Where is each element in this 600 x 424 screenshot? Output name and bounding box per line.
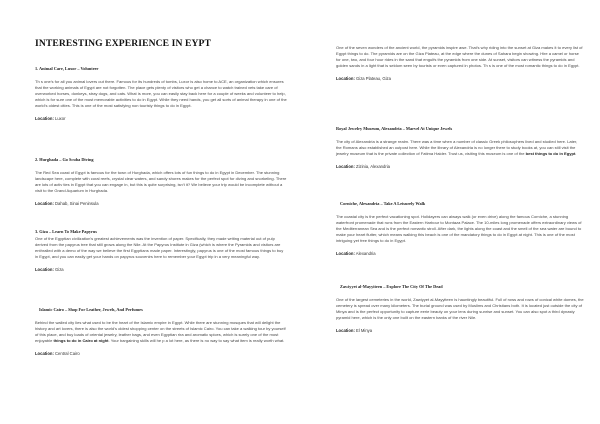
location-label: Location: [336, 164, 355, 170]
section-location [35, 267, 287, 272]
section-body: The coastal city is the perfect vacationing spot. Holidayers can always walk (or even drive) along the famous Corniche, a stunning waterfront promenade that runs from the Eastern Harbour to Montaza Palace. The 10-miles long promenade offers extraordinary views of the Mediterranean Sea and is the perfect romantic stroll. After dark, the lights along the coast and the smell of the sea water are bound to make your heart flutter, which means walking this beach is one of the mandatory things to do in Egypt at night. This is one of the most intriguing yet free things to do in Egypt. [336, 214, 582, 244]
section-corniche [336, 201, 584, 256]
section-islamic-cairo [35, 307, 287, 356]
location-value: Central Cairo [55, 351, 80, 357]
section-heading: Islamic Cairo – Shop For Leather, Jewels, And Perfumes [39, 307, 143, 312]
location-value: Giza [55, 267, 64, 273]
document-title: INTERESTING EXPERIENCE IN EYPT [35, 38, 211, 49]
section-heading: 2. Hurghada – Go Scuba Diving [35, 157, 94, 162]
location-label: Location: [35, 201, 54, 207]
section-animal-care [35, 66, 287, 121]
section-heading: Corniche, Alexandria – Take A Leisurely Walk [340, 201, 426, 206]
section-body: One of the seven wonders of the ancient world, the pyramids inspire awe. That's why riding into the sunset at Giza makes it to every list of Egypt things to do. The pyramids are on the Giza Plateau, at the edge where the dunes of Sahara begin showing. Hire a camel or horse for one, two, and four hour rides in the sand that engulfs the pyramids from one side. At sunset, visitors can witness the pyramids and golden sands in a light that is seldom seen by tourists or even captured in photos. Th s is one of the most romantic things to do in Egypt. [336, 45, 583, 69]
section-body: One of the largest cemeteries in the world, Zawiyyet al-Mayyiteen is hauntingly beautiful. Full of rows and rows of conical white domes, the cemetery is spread over many kilometers. The burial ground was used by Muslims and Christians both. It is located just outside the city of Minya and is the perfect opportunity to capture eerie beauty on your lens during sunrise and sunset. You can also spot a third dynasty pyramid here, which is the only one built on the eastern banks of the river Nile. [336, 297, 584, 321]
section-pyramids [336, 45, 584, 81]
section-body: One of the Egyptian civilization's greatest achievements was the invention of paper. Specifically, they made writing material out of pulp derived from the papyrus tree that still grows along the Nile. At the Papyrus Institute in Giza (which is where the Pyramids and visitors are enthralled with a demo of the way we believe the first Egyptians made paper. Interestingly, papyrus is one of the most famous things to buy in Egypt, and you can easily get your hands on papyrus souvenirs here to remember your Egypt trip in a very meaningful way. [35, 236, 284, 260]
location-value: Zizinia, Alexandria [356, 164, 390, 170]
location-label: Location: [336, 251, 355, 257]
section-location [336, 328, 584, 333]
section-city-of-the-dead [336, 284, 584, 333]
section-body: The Red Sea coast of Egypt is famous for the town of Hurghada, which offers lots of fun things to do in Egypt in December. The stunning landscape here, complete with coral reefs, crystal clear waters, and sandy shores makes for the perfect spot for diving and snorkeling. There are lots of activ ties in Egypt that you can engage in, but this is quite surprising, isn't it? We believe your trip would be incomplete without a visit to the Grand Aquarium in Hurghada. [35, 170, 287, 194]
section-location [35, 351, 287, 356]
section-location [336, 251, 584, 256]
location-label: Location: [336, 76, 355, 82]
location-label: Location: [35, 351, 54, 357]
section-body: The city of Alexandria is a strange realm. There was a time when a number of classic Greek philosophers lived and studied here. Later, the Romans also established an outpost here. While the library of Alexandria is no longer there to study books at, you can still visit the jewelry museum that is the private collection of Fatima Haider. Trust us, visiting this museum is one of the best things to do in Egypt. [336, 139, 578, 157]
section-location [35, 116, 287, 121]
section-location [35, 201, 287, 206]
location-value: Alexandria [355, 251, 376, 257]
location-value: Dahab, Sinai Peninsula [55, 201, 99, 207]
section-heading: 1. Animal Care, Luxor – Volunteer [35, 66, 99, 71]
location-label: Location: [35, 116, 54, 122]
location-value: Giza Plateau, Giza [356, 76, 391, 82]
section-body: Behind the walled city lies what used to be the heart of the Islamic empire in Egypt. While there are stunning mosques that will delight the history and art lovers, there is also the world's oldest shopping center on the streets of Islamic Cairo. You can take a walking tour by yourself of this place, and buy loads of oriental jewelry, leather bags, and even Egyptian rira and aromatic spices, which is surely one of the most enjoyable things to do in Cairo at night. Your bargaining skills will he p a lot here, as there is no way to say what item is really worth what. [35, 320, 286, 344]
location-label: Location: [336, 328, 355, 334]
location-value: Luxor [55, 116, 66, 122]
section-scuba-diving [35, 157, 287, 206]
section-jewelry-museum [336, 126, 584, 169]
section-location [336, 76, 584, 81]
section-heading: Royal Jewelry Museum, Alexandria – Marvel At Unique Jewels [336, 126, 453, 131]
section-heading: Zawiyyet al-Mayyiteen – Explore The City Of The Dead [340, 284, 443, 289]
location-label: Location: [35, 267, 54, 273]
section-heading: 3. Giza – Learn To Make Papyrus [35, 229, 97, 234]
section-location [336, 164, 584, 169]
section-papyrus [35, 229, 287, 272]
section-body: Th s one's for all you animal lovers out there. Famous for its hundreds of tombs, Luxor is also home to ACE, an organization which ensures that the working animals of Egypt are not forgotten. The place gets plenty of visitors who get a chance to watch trained vets take care of overworked horses, donkeys, stray dogs, and cats. What is more, you can easily stay back here for a couple of weeks and volunteer to help, which is for sure one of the most memorable activities to do in Egypt. While they need hands, you get all sorts of animal therapy in one of the world's oldest cities. This is one of the most satisfying non touristy things to do in Egypt. [35, 79, 287, 109]
location-value: El Minya [356, 328, 373, 334]
